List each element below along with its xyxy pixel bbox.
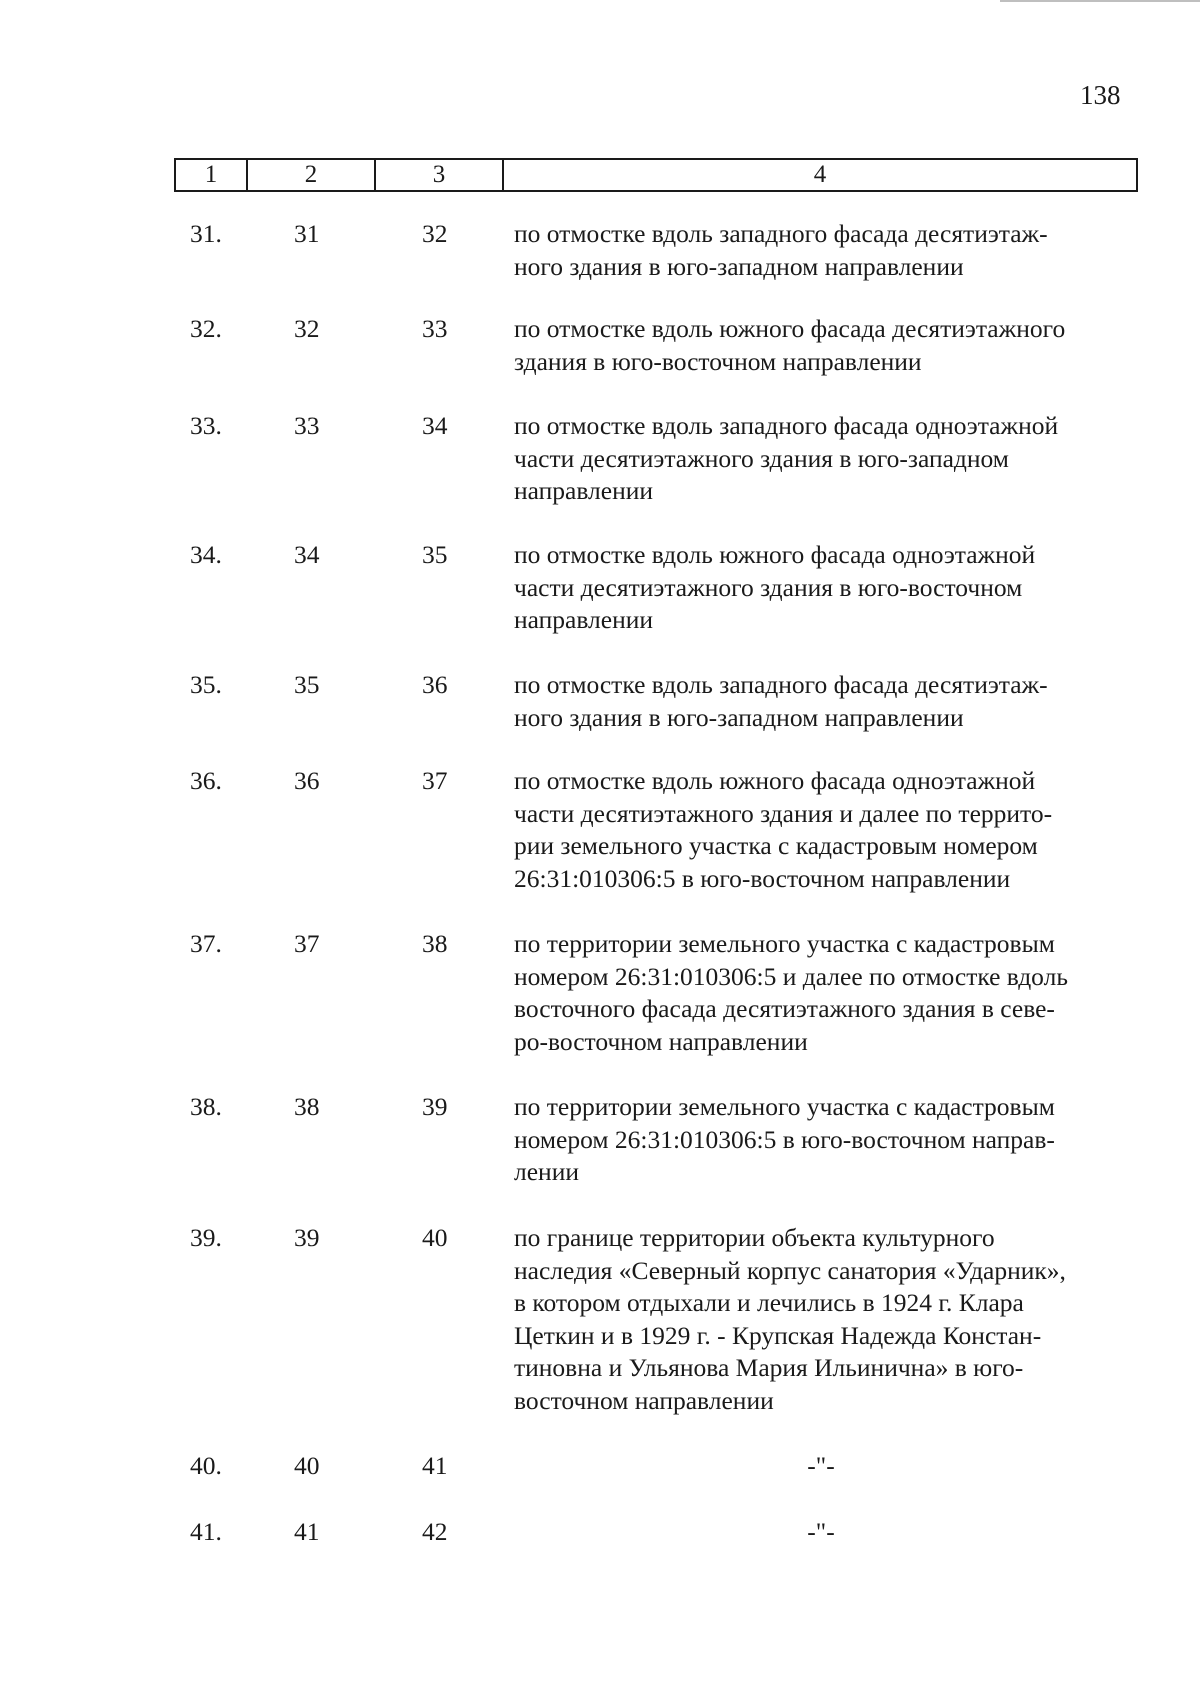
- from-point: 41: [294, 1517, 320, 1546]
- scan-edge-line: [1000, 0, 1200, 2]
- row-number: 34.: [190, 540, 222, 569]
- to-point: 32: [422, 219, 448, 248]
- from-point: 35: [294, 670, 320, 699]
- row-number: 38.: [190, 1092, 222, 1121]
- from-point: 31: [294, 219, 320, 248]
- row-number: 33.: [190, 411, 222, 440]
- from-point: 32: [294, 314, 320, 343]
- table-header: [174, 158, 1138, 192]
- to-point: 36: [422, 670, 448, 699]
- boundary-description: по отмостке вдоль южного фасада десятиэтажного здания в юго-восточном направлении: [514, 314, 1066, 376]
- row-number: 35.: [190, 670, 222, 699]
- to-point: 37: [422, 766, 448, 795]
- boundary-description: по отмостке вдоль южного фасада одноэтажной части десятиэтажного здания и далее по террито- рии земельного участка с кадастровым номером 26:31:010306:5 в юго-восточном направлении: [514, 766, 1053, 893]
- boundary-description: по отмостке вдоль западного фасада одноэтажной части десятиэтажного здания в юго-западном направлении: [514, 411, 1059, 505]
- boundary-description: по отмостке вдоль южного фасада одноэтажной части десятиэтажного здания в юго-восточном направлении: [514, 540, 1036, 634]
- to-point: 39: [422, 1092, 448, 1121]
- to-point: 38: [422, 929, 448, 958]
- boundary-description: по отмостке вдоль западного фасада десятиэтаж- ного здания в юго-западном направлении: [514, 670, 1048, 732]
- from-point: 40: [294, 1451, 320, 1480]
- boundary-description: по границе территории объекта культурного наследия «Северный корпус санатория «Ударник», в котором отдыхали и лечились в 1924 г. Клара Цеткин и в 1929 г. - Крупская Надежда Констан- тиновна и Ульянова Мария Ильинична» в юго- восточном направлении: [514, 1223, 1066, 1415]
- boundary-description: по отмостке вдоль западного фасада десятиэтаж- ного здания в юго-западном направлении: [514, 219, 1048, 281]
- from-point: 36: [294, 766, 320, 795]
- header-cell-3: 3: [376, 160, 504, 190]
- ditto-mark: -"-: [807, 1451, 835, 1480]
- row-number: 39.: [190, 1223, 222, 1252]
- to-point: 41: [422, 1451, 448, 1480]
- row-number: 36.: [190, 766, 222, 795]
- page-number: 138: [1080, 80, 1121, 110]
- header-cell-4: 4: [813, 161, 827, 188]
- from-point: 38: [294, 1092, 320, 1121]
- from-point: 39: [294, 1223, 320, 1252]
- row-number: 32.: [190, 314, 222, 343]
- to-point: 35: [422, 540, 448, 569]
- to-point: 33: [422, 314, 448, 343]
- row-number: 40.: [190, 1451, 222, 1480]
- from-point: 33: [294, 411, 320, 440]
- row-number: 37.: [190, 929, 222, 958]
- header-cell-1: 1: [176, 160, 248, 190]
- boundary-description: по территории земельного участка с кадастровым номером 26:31:010306:5 в юго-восточном направ- лении: [514, 1092, 1055, 1186]
- ditto-mark: -"-: [807, 1517, 835, 1546]
- to-point: 34: [422, 411, 448, 440]
- from-point: 34: [294, 540, 320, 569]
- from-point: 37: [294, 929, 320, 958]
- boundary-description: по территории земельного участка с кадастровым номером 26:31:010306:5 и далее по отмостке вдоль восточного фасада десятиэтажного здания в севе- ро-восточном направлении: [514, 929, 1068, 1056]
- to-point: 42: [422, 1517, 448, 1546]
- row-number: 31.: [190, 219, 222, 248]
- row-number: 41.: [190, 1517, 222, 1546]
- to-point: 40: [422, 1223, 448, 1252]
- header-cell-2: 2: [248, 160, 376, 190]
